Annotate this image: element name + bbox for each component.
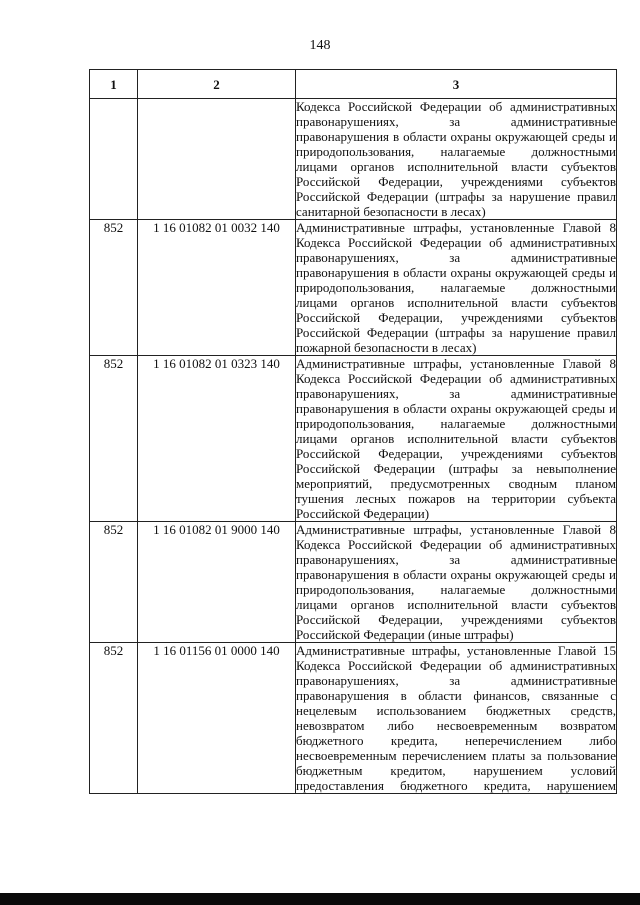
- description-line: лицами органов исполнительной власти субъектов: [296, 159, 616, 174]
- description-line: Российской Федерации, учреждениями субъектов: [296, 446, 616, 461]
- description-line: Российской Федерации (иные штрафы): [296, 627, 514, 642]
- page-number: 148: [309, 38, 331, 53]
- income-description-cell: [296, 522, 617, 643]
- description-line: правонарушениях, за административные: [296, 552, 616, 567]
- table-row: [90, 99, 617, 220]
- description-line: Российской Федерации, учреждениями субъектов: [296, 310, 616, 325]
- column-header-2: 2: [138, 70, 296, 99]
- description-line: санитарной безопасности в лесах): [296, 204, 486, 219]
- description-line: бюджетного кредита, неперечислением либо: [296, 733, 616, 748]
- table-body: [90, 99, 617, 794]
- description-line: правонарушения в области охраны окружающей среды и: [296, 265, 616, 280]
- description-line: лицами органов исполнительной власти субъектов: [296, 295, 616, 310]
- description-line: пожарной безопасности в лесах): [296, 340, 477, 355]
- description-line: Административные штрафы, установленные Главой 8: [296, 356, 616, 371]
- income-description-cell: [296, 356, 617, 522]
- income-description-cell: [296, 99, 617, 220]
- description-line: лицами органов исполнительной власти субъектов: [296, 597, 616, 612]
- budget-codes-table: [89, 69, 617, 794]
- scan-bottom-edge: [0, 893, 640, 905]
- column-header-1: 1: [90, 70, 138, 99]
- table-row: [90, 356, 617, 522]
- description-line: Российской Федерации): [296, 506, 430, 521]
- description-line: Кодекса Российской Федерации об административных: [296, 658, 616, 673]
- column-header-3: 3: [296, 70, 617, 99]
- description-line: природопользования, налагаемые должностными: [296, 416, 616, 431]
- income-description-cell: [296, 643, 617, 794]
- description-line: правонарушения в области финансов, связанные с: [296, 688, 616, 703]
- description-line: Российской Федерации (штрафы за невыполнение: [296, 461, 616, 476]
- description-line: Кодекса Российской Федерации об административных: [296, 99, 616, 114]
- description-line: Административные штрафы, установленные Главой 8: [296, 522, 616, 537]
- description-line: правонарушения в области охраны окружающей среды и: [296, 401, 616, 416]
- description-line: Российской Федерации, учреждениями субъектов: [296, 612, 616, 627]
- table-row: [90, 643, 617, 794]
- description-line: лицами органов исполнительной власти субъектов: [296, 431, 616, 446]
- description-line: природопользования, налагаемые должностными: [296, 144, 616, 159]
- description-line: Кодекса Российской Федерации об административных: [296, 235, 616, 250]
- description-line: тушения лесных пожаров на территории субъекта: [296, 491, 616, 506]
- description-line: правонарушениях, за административные: [296, 114, 616, 129]
- description-line: правонарушениях, за административные: [296, 250, 616, 265]
- admin-code-cell: 852: [90, 522, 138, 643]
- table-header-row: [90, 70, 617, 99]
- description-line: правонарушения в области охраны окружающей среды и: [296, 567, 616, 582]
- description-line: правонарушениях, за административные: [296, 386, 616, 401]
- description-line: Российской Федерации (штрафы за нарушение правил: [296, 189, 616, 204]
- description-line: Российской Федерации (штрафы за нарушение правил: [296, 325, 616, 340]
- admin-code-cell: [90, 99, 138, 220]
- table-row: [90, 522, 617, 643]
- description-line: Российской Федерации, учреждениями субъектов: [296, 174, 616, 189]
- description-line: несвоевременным перечислением платы за пользование: [296, 748, 616, 763]
- description-line: невозвратом либо несвоевременным возвратом: [296, 718, 616, 733]
- admin-code-cell: 852: [90, 643, 138, 794]
- description-line: мероприятий, предусмотренных сводным планом: [296, 476, 616, 491]
- description-line: природопользования, налагаемые должностными: [296, 280, 616, 295]
- income-description-cell: [296, 220, 617, 356]
- description-line: природопользования, налагаемые должностными: [296, 582, 616, 597]
- budget-classification-code-cell: [138, 99, 296, 220]
- budget-classification-code-cell: 1 16 01082 01 0032 140: [138, 220, 296, 356]
- budget-classification-code-cell: 1 16 01156 01 0000 140: [138, 643, 296, 794]
- description-line: правонарушениях, за административные: [296, 673, 616, 688]
- admin-code-cell: 852: [90, 356, 138, 522]
- budget-classification-code-cell: 1 16 01082 01 0323 140: [138, 356, 296, 522]
- description-line: Кодекса Российской Федерации об административных: [296, 537, 616, 552]
- description-line: нецелевым использованием бюджетных средств,: [296, 703, 616, 718]
- description-line: бюджетным кредитом, нарушением условий: [296, 763, 616, 778]
- admin-code-cell: 852: [90, 220, 138, 356]
- description-line: предоставления бюджетного кредита, нарушением: [296, 778, 616, 793]
- description-line: Кодекса Российской Федерации об административных: [296, 371, 616, 386]
- budget-classification-code-cell: 1 16 01082 01 9000 140: [138, 522, 296, 643]
- description-line: правонарушения в области охраны окружающей среды и: [296, 129, 616, 144]
- table-row: [90, 220, 617, 356]
- description-line: Административные штрафы, установленные Главой 8: [296, 220, 616, 235]
- description-line: Административные штрафы, установленные Главой 15: [296, 643, 616, 658]
